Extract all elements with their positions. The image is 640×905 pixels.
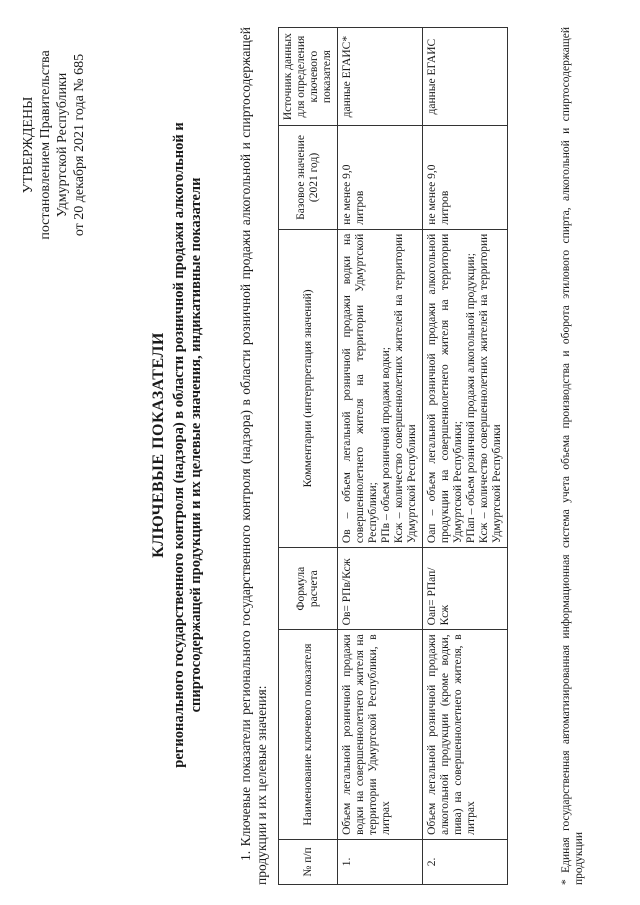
header-name: Наименование ключевого показателя bbox=[279, 630, 338, 840]
header-source: Источник данных для определения ключевого показателя bbox=[279, 28, 338, 126]
intro-paragraph bbox=[238, 27, 270, 885]
document-title bbox=[150, 25, 205, 865]
kpi-table bbox=[278, 27, 508, 885]
header-num: № п/п bbox=[279, 839, 338, 884]
header-base: Базовое значение (2021 год) bbox=[279, 126, 338, 229]
row-name: Объем легальной розничной продажи алкогольной продукции (кроме водки, пива) на совершеннолетнего жителя, в литрах bbox=[423, 630, 508, 840]
table-row bbox=[338, 28, 423, 885]
comment-line: Оап – объем легальной розничной продажи алкогольной продукции на совершеннолетнего жителя на территории Удмуртской Республики; bbox=[426, 233, 464, 544]
row-source: данные ЕГАИС* bbox=[338, 28, 423, 126]
row-formula: Ов= РПв/Ксж bbox=[338, 548, 423, 630]
approval-date: от 20 декабря 2021 года № 685 bbox=[72, 53, 87, 237]
comment-line: РПв – объем розничной продажи водки; bbox=[380, 347, 392, 544]
comment-line: Ксж – количество совершеннолетних жителей на территории Удмуртской Республики bbox=[393, 233, 418, 544]
row-comment bbox=[338, 229, 423, 547]
footnote: * Единая государственная автоматизированная информационная система учета объема производства и оборота этилового спирта, алкогольной и спиртосодержащей продукции bbox=[560, 27, 585, 885]
comment-line: РПап – объем розничной продажи алкогольной продукции; bbox=[465, 253, 477, 544]
row-base: не менее 9,0 литров bbox=[423, 126, 508, 229]
row-source: данные ЕГАИС bbox=[423, 28, 508, 126]
row-num: 1. bbox=[338, 839, 423, 884]
header-comment: Комментарии (интерпретация значений) bbox=[279, 229, 338, 547]
table-header-row bbox=[279, 28, 338, 885]
header-formula: Формула расчета bbox=[279, 548, 338, 630]
title-line: спиртосодержащей продукции и их целевые значения, индикативные показатели bbox=[188, 177, 204, 713]
approval-heading: УТВЕРЖДЕНЫ bbox=[21, 96, 36, 194]
comment-line: Ксж – количество совершеннолетних жителей на территории Удмуртской Республики bbox=[478, 233, 503, 544]
table-row bbox=[423, 28, 508, 885]
row-base: не менее 9,0 литров bbox=[338, 126, 423, 229]
row-formula: Оап= РПап/Ксж bbox=[423, 548, 508, 630]
approval-line: постановлением Правительства bbox=[38, 50, 53, 240]
title-main: КЛЮЧЕВЫЕ ПОКАЗАТЕЛИ bbox=[150, 332, 167, 558]
comment-line: Ов – объем легальной розничной продажи водки на совершеннолетнего жителя на территории Удмуртской Республики; bbox=[341, 233, 379, 544]
row-comment bbox=[423, 229, 508, 547]
approval-block bbox=[20, 15, 88, 275]
row-num: 2. bbox=[423, 839, 508, 884]
intro-text: 1. Ключевые показатели регионального государственного контроля (надзора) в области розничной продажи алкогольной и спиртосодержащей продукции и их целевые значения: bbox=[238, 27, 269, 885]
approval-line: Удмуртской Республики bbox=[55, 72, 70, 218]
title-line: регионального государственного контроля (надзора) в области розничной продажи алкогольной и bbox=[171, 122, 187, 768]
row-name: Объем легальной розничной продажи водки на совершеннолетнего жителя на территории Удмуртской Республики, в литрах bbox=[338, 630, 423, 840]
